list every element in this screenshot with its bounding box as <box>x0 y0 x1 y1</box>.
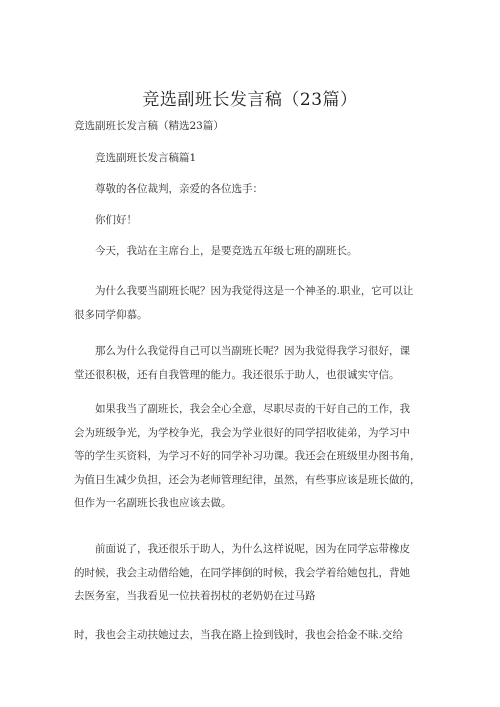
page-title: 竞选副班长发言稿（23篇） <box>142 90 358 110</box>
paragraph-line: 前面说了，我还很乐于助人，为什么这样说呢，因为在同学忘带橡皮 <box>95 543 410 555</box>
section-heading <box>74 147 432 171</box>
paragraph-line: 去医务室，当我看见一位扶着拐杖的老奶奶在过马路 <box>74 590 316 602</box>
paragraph-line: 堂还很积极，还有自我管理的能力。我还很乐于助人，也很诚实守信。 <box>74 368 400 381</box>
paragraph <box>74 624 432 648</box>
paragraph-line: 会为班级争光，为学校争光，我会为学业很好的同学招收徒弟，为学习中 <box>74 426 410 439</box>
paragraph-line: 竞选副班长发言稿篇1 <box>95 152 197 164</box>
paragraph-line: 今天，我站在主席台上，是要竞选五年级七班的副班长。 <box>95 245 358 257</box>
paragraph <box>74 280 432 327</box>
paragraph-line: 等的学生买资料，为学习不好的同学补习功课。我还会在班级里办图书角， <box>74 450 421 462</box>
hello-paragraph <box>74 209 432 233</box>
paragraph-line: 很多同学仰慕。 <box>74 308 148 321</box>
paragraph-line: 你们好！ <box>95 214 137 226</box>
paragraph-line: 尊敬的各位裁判，亲爱的各位选手： <box>95 183 263 195</box>
paragraph <box>74 538 432 609</box>
paragraph <box>74 240 432 264</box>
paragraph-line: 的时候，我会主动借给她，在同学摔倒的时候，我会学着给她包扎，背她 <box>74 566 410 579</box>
paragraph-line: 为值日生减少负担，还会为老师管理纪律，虽然，有些事应该是班长做的， <box>74 473 421 486</box>
paragraph <box>74 398 432 516</box>
greeting-paragraph <box>74 178 432 202</box>
paragraph <box>74 340 432 387</box>
document-subtitle: 竞选副班长发言稿（精选23篇） <box>74 120 224 132</box>
paragraph-line: 但作为一名副班长我也应该去做。 <box>74 497 232 509</box>
paragraph-line: 如果我当了副班长，我会全心全意，尽职尽责的干好自己的工作，我 <box>95 403 410 415</box>
paragraph-line: 时，我也会主动扶她过去，当我在路上捡到钱时，我也会拾金不昧.交给 <box>74 629 403 641</box>
paragraph-line: 那么为什么我觉得自己可以当副班长呢？因为我觉得我学习很好，课 <box>95 345 410 357</box>
paragraph-line: 为什么我要当副班长呢？因为我觉得这是一个神圣的.职业，它可以让 <box>95 285 414 297</box>
